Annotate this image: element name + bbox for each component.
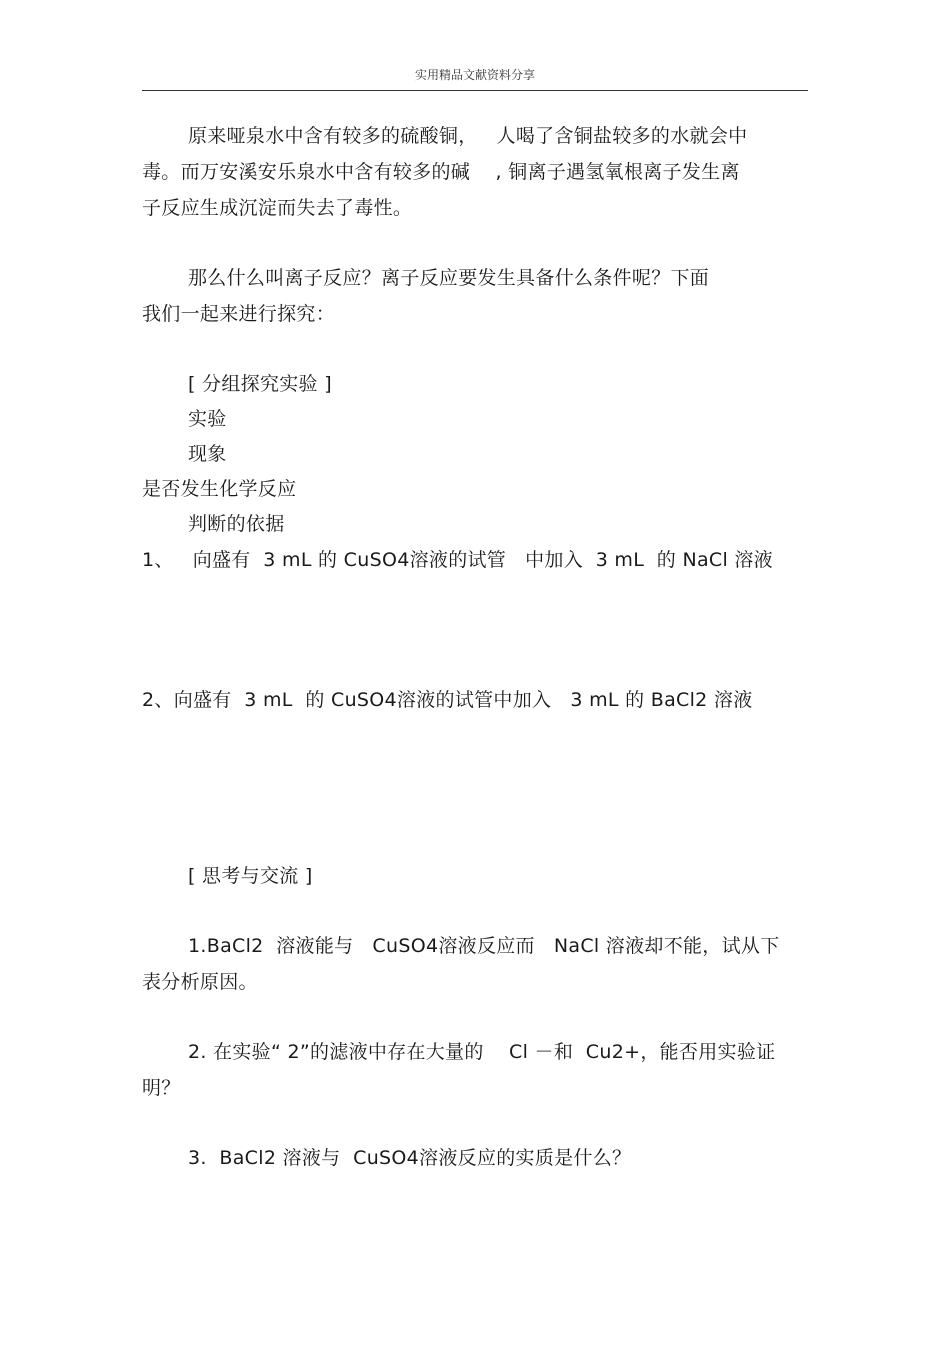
paragraph-line: 那么什么叫离子反应？离子反应要发生具备什么条件呢？下面 (188, 267, 710, 289)
section-heading: [ 分组探究实验 ] (188, 373, 332, 395)
question-line: 1.BaCl2 溶液能与 CuSO4溶液反应而 NaCl 溶液却不能，试从下 (188, 935, 780, 957)
column-label: 是否发生化学反应 (142, 478, 297, 500)
question-line: 2. 在实验“ 2”的滤液中存在大量的 Cl －和 Cu2+，能否用实验证 (188, 1041, 776, 1063)
experiment-item: 2、向盛有 3 mL 的 CuSO4溶液的试管中加入 3 mL 的 BaCl2 溶液 (142, 689, 753, 711)
column-label: 判断的依据 (188, 513, 285, 535)
page-header: 实用精品文献资料分享 (414, 68, 535, 82)
question-line: 表分析原因。 (142, 971, 258, 993)
paragraph-line: 原来哑泉水中含有较多的硫酸铜， 人喝了含铜盐较多的水就会中 (188, 125, 748, 147)
header-rule (142, 90, 808, 91)
column-label: 现象 (188, 443, 227, 465)
paragraph-line: 我们一起来进行探究： (142, 303, 336, 325)
section-heading: [ 思考与交流 ] (188, 865, 313, 887)
column-label: 实验 (188, 408, 227, 430)
paragraph-line: 子反应生成沉淀而失去了毒性。 (142, 197, 413, 219)
experiment-item: 1、 向盛有 3 mL 的 CuSO4溶液的试管 中加入 3 mL 的 NaCl 溶液 (142, 549, 773, 571)
question-line: 明？ (142, 1077, 181, 1099)
paragraph-line: 毒。而万安溪安乐泉水中含有较多的碱 , 铜离子遇氢氧根离子发生离 (142, 161, 740, 183)
question-line: 3. BaCl2 溶液与 CuSO4溶液反应的实质是什么？ (188, 1147, 632, 1169)
